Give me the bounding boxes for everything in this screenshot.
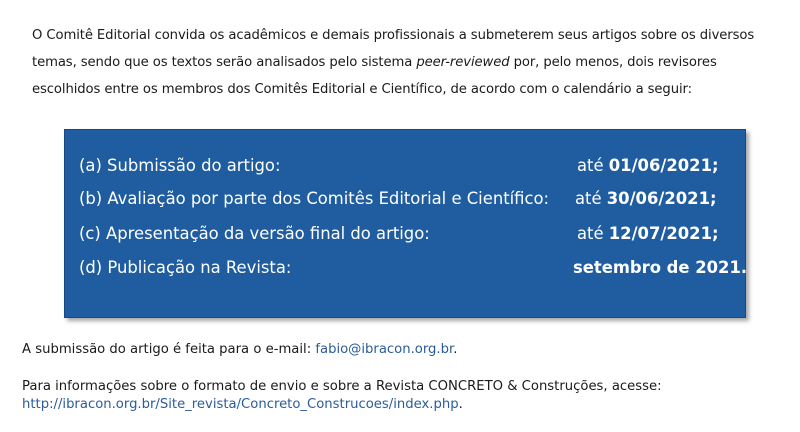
schedule-item-evaluation <box>79 186 729 212</box>
schedule-item-final-version <box>79 221 729 247</box>
schedule-date <box>573 255 747 281</box>
submission-text: A submissão do artigo é feita para o e-mail: <box>22 342 316 357</box>
schedule-label: (d) Publicação na Revista: <box>79 258 292 277</box>
schedule-label: (a) Submissão do artigo: <box>79 156 281 175</box>
intro-paragraph <box>32 22 772 103</box>
schedule-date <box>577 221 719 247</box>
schedule-date <box>577 153 719 179</box>
schedule-date-prefix: até <box>577 156 609 175</box>
schedule-date-prefix: até <box>575 189 607 208</box>
schedule-item-publication <box>79 255 748 281</box>
submission-suffix: . <box>453 342 458 357</box>
info-paragraph <box>22 378 662 414</box>
schedule-item-submission <box>79 153 729 179</box>
intro-text-1: O Comitê Editorial convida os acadêmicos e demais profissionais a submeterem seus artigos sobre os diversos temas, sendo que os textos serão analisados pelo sistema <box>32 28 755 70</box>
submission-paragraph <box>22 340 457 360</box>
schedule-label: (b) Avaliação por parte dos Comitês Editorial e Científico: <box>79 189 550 208</box>
info-suffix: . <box>458 397 463 412</box>
schedule-date-value: 30/06/2021; <box>606 189 717 208</box>
schedule-label: (c) Apresentação da versão final do artigo: <box>79 224 430 243</box>
schedule-date-value: 12/07/2021; <box>608 224 719 243</box>
intro-text-2: por, pelo menos, dois revisores escolhidos entre os membros dos Comitês Editorial e Científico, de acordo com o calendário a seguir: <box>32 55 717 97</box>
schedule-date-value: 01/06/2021; <box>608 156 719 175</box>
website-link[interactable]: http://ibracon.org.br/Site_revista/Concreto_Construcoes/index.php <box>22 397 459 412</box>
intro-emphasis: peer-reviewed <box>416 55 510 70</box>
schedule-box <box>64 129 746 318</box>
info-text: Para informações sobre o formato de envio e sobre a Revista CONCRETO & Construções, acesse: <box>22 379 662 394</box>
schedule-date-prefix: até <box>577 224 609 243</box>
email-link[interactable]: fabio@ibracon.org.br <box>315 342 454 357</box>
schedule-date-value: setembro de 2021. <box>573 258 748 277</box>
schedule-date <box>575 186 717 212</box>
